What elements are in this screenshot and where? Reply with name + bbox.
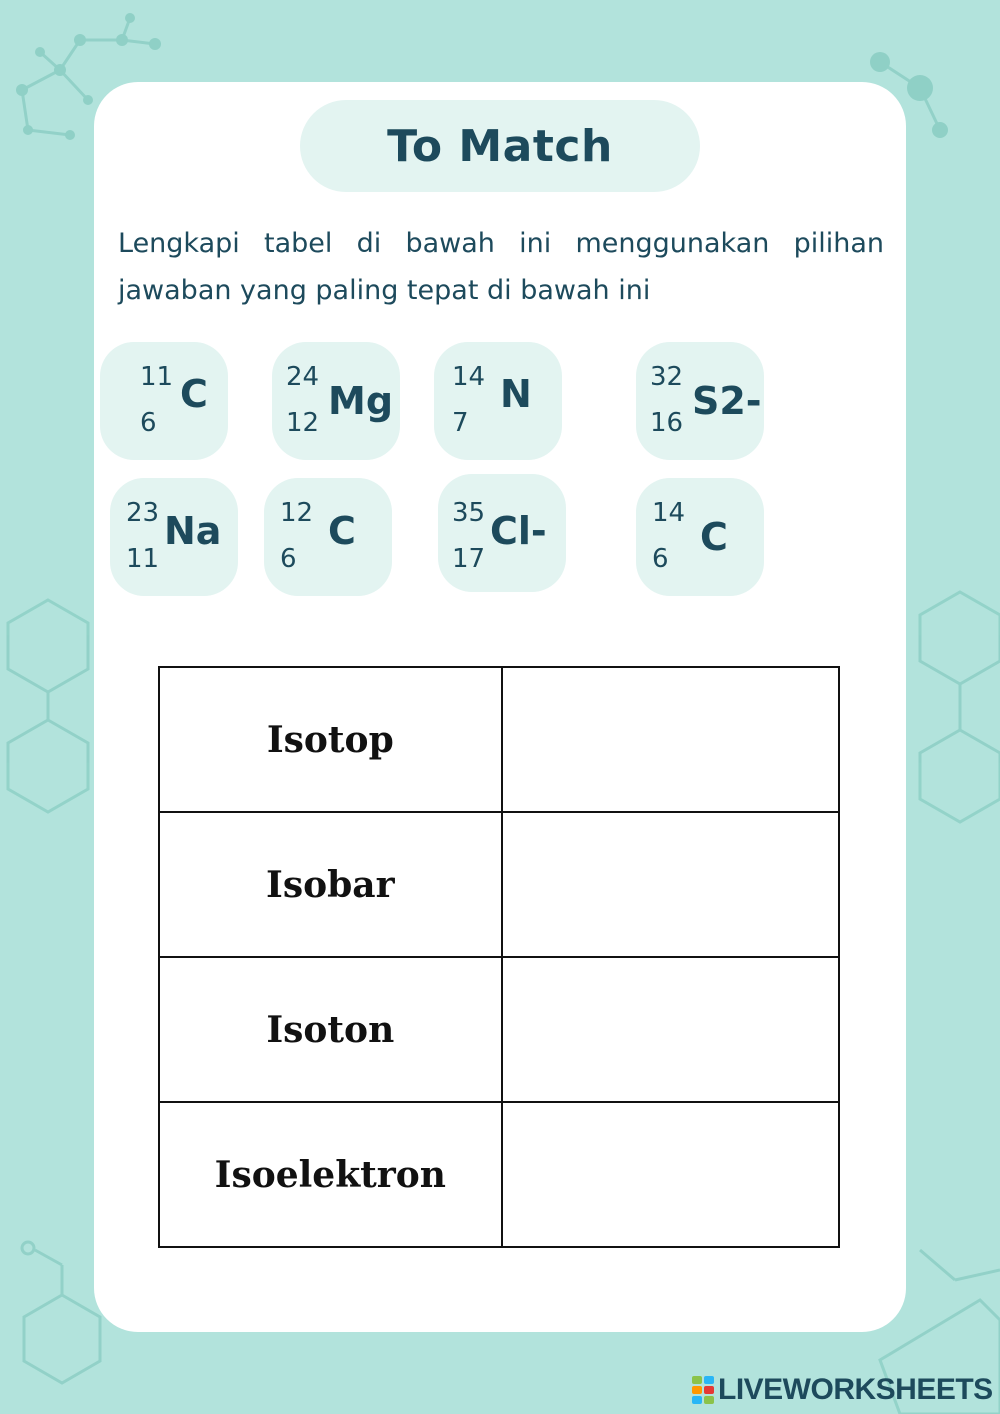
logo-mark-icon (692, 1376, 714, 1404)
option-chip-2[interactable] (272, 342, 400, 460)
answer-table (158, 666, 840, 1248)
mass-number: 24 (286, 362, 320, 392)
option-chip-7[interactable] (438, 474, 566, 592)
option-chip-8[interactable] (636, 478, 764, 596)
element-symbol: C (328, 509, 356, 553)
atomic-number: 6 (652, 544, 669, 574)
atomic-number: 12 (286, 408, 320, 438)
element-symbol: Mg (328, 379, 394, 423)
mass-number: 14 (652, 498, 686, 528)
atomic-number: 16 (650, 408, 684, 438)
mass-number: 32 (650, 362, 684, 392)
atomic-number: 7 (452, 408, 469, 438)
mass-number: 35 (452, 498, 486, 528)
option-chip-3[interactable] (434, 342, 562, 460)
instruction-text: Lengkapi tabel di bawah ini menggunakan pilihan jawaban yang paling tepat di bawah ini (118, 228, 884, 306)
mass-number: 11 (140, 362, 174, 392)
answer-drop-zone-isobar[interactable] (502, 812, 839, 957)
row-label-isobar: Isobar (159, 812, 502, 957)
page-title: To Match (387, 120, 613, 172)
row-label-isoton: Isoton (159, 957, 502, 1102)
option-chip-4[interactable] (636, 342, 764, 460)
logo-text: LIVEWORKSHEETS (718, 1373, 993, 1406)
atomic-number: 11 (126, 544, 160, 574)
table-row (159, 812, 839, 957)
option-chip-5[interactable] (110, 478, 238, 596)
worksheet-card (94, 82, 906, 1332)
liveworksheets-logo[interactable] (692, 1372, 993, 1408)
element-symbol: Na (164, 509, 222, 553)
table-row (159, 1102, 839, 1247)
mass-number: 14 (452, 362, 486, 392)
element-symbol: Cl- (490, 509, 547, 553)
row-label-isoelektron: Isoelektron (159, 1102, 502, 1247)
table-row (159, 667, 839, 812)
option-chip-6[interactable] (264, 478, 392, 596)
mass-number: 12 (280, 498, 314, 528)
row-label-isotop: Isotop (159, 667, 502, 812)
mass-number: 23 (126, 498, 160, 528)
title-pill (300, 100, 700, 192)
table-row (159, 957, 839, 1102)
atomic-number: 6 (280, 544, 297, 574)
option-chip-1[interactable] (100, 342, 228, 460)
element-symbol: C (180, 372, 208, 416)
atomic-number: 6 (140, 408, 157, 438)
answer-drop-zone-isoton[interactable] (502, 957, 839, 1102)
answer-drop-zone-isotop[interactable] (502, 667, 839, 812)
element-symbol: C (700, 515, 728, 559)
element-symbol: N (500, 372, 532, 416)
element-symbol: S2- (692, 379, 762, 423)
answer-drop-zone-isoelektron[interactable] (502, 1102, 839, 1247)
atomic-number: 17 (452, 544, 486, 574)
